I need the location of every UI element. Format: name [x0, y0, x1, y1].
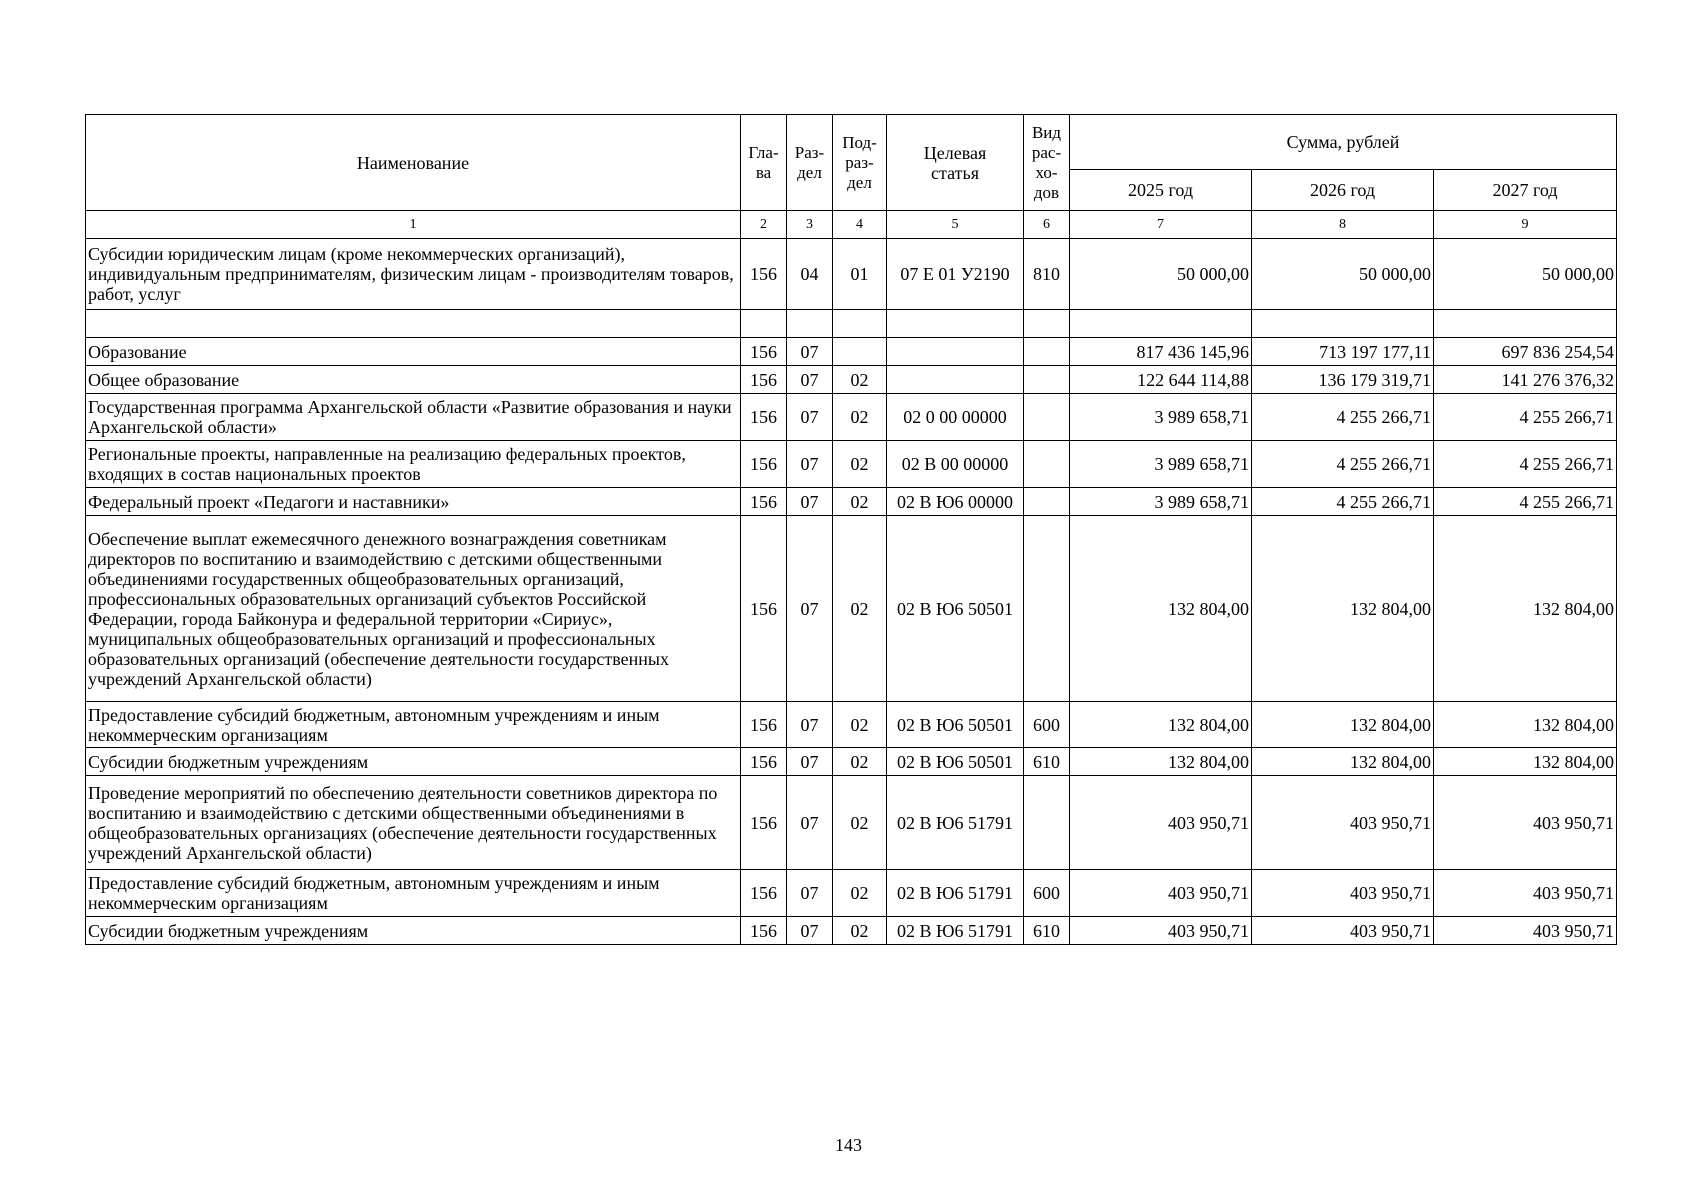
row-amount-2025: 50 000,00	[1070, 239, 1252, 310]
row-name: Федеральный проект «Педагоги и наставники»	[86, 488, 741, 516]
row-target: 02 В Ю6 51791	[887, 776, 1024, 870]
row-section: 07	[787, 870, 833, 917]
row-amount-2026: 403 950,71	[1252, 917, 1434, 945]
column-number: 2	[741, 211, 787, 239]
row-subsection: 01	[833, 239, 887, 310]
row-section: 07	[787, 338, 833, 366]
row-subsection	[833, 338, 887, 366]
column-number: 7	[1070, 211, 1252, 239]
row-target	[887, 366, 1024, 394]
row-chapter: 156	[741, 917, 787, 945]
row-expense-type: 610	[1024, 917, 1070, 945]
row-target: 02 В Ю6 50501	[887, 516, 1024, 702]
row-amount-2025: 132 804,00	[1070, 702, 1252, 748]
row-section: 04	[787, 239, 833, 310]
row-amount-2026: 132 804,00	[1252, 702, 1434, 748]
table-row	[86, 748, 1617, 776]
row-amount-2025	[1070, 310, 1252, 338]
row-amount-2027: 403 950,71	[1434, 870, 1617, 917]
row-amount-2026: 403 950,71	[1252, 776, 1434, 870]
column-number: 8	[1252, 211, 1434, 239]
row-amount-2027: 4 255 266,71	[1434, 394, 1617, 441]
row-amount-2027: 403 950,71	[1434, 917, 1617, 945]
column-number: 4	[833, 211, 887, 239]
row-section: 07	[787, 748, 833, 776]
row-chapter: 156	[741, 239, 787, 310]
header-row	[86, 115, 1617, 170]
row-amount-2027: 141 276 376,32	[1434, 366, 1617, 394]
row-name: Предоставление субсидий бюджетным, автономным учреждениям и иным некоммерческим организациям	[86, 870, 741, 917]
row-section: 07	[787, 394, 833, 441]
table-row	[86, 441, 1617, 488]
row-chapter: 156	[741, 488, 787, 516]
header-target: Целевая статья	[887, 115, 1024, 211]
table-row	[86, 338, 1617, 366]
table-row	[86, 870, 1617, 917]
row-amount-2027: 132 804,00	[1434, 748, 1617, 776]
table-row	[86, 776, 1617, 870]
row-name: Субсидии бюджетным учреждениям	[86, 917, 741, 945]
row-subsection: 02	[833, 702, 887, 748]
row-expense-type	[1024, 310, 1070, 338]
table-row	[86, 702, 1617, 748]
header-expense-type: Вид рас- хо- дов	[1024, 115, 1070, 211]
row-target	[887, 338, 1024, 366]
row-amount-2026: 713 197 177,11	[1252, 338, 1434, 366]
row-subsection: 02	[833, 776, 887, 870]
row-expense-type	[1024, 488, 1070, 516]
row-target: 02 В Ю6 51791	[887, 917, 1024, 945]
row-amount-2027: 4 255 266,71	[1434, 441, 1617, 488]
header-subsection: Под- раз- дел	[833, 115, 887, 211]
table-row	[86, 516, 1617, 702]
row-amount-2027	[1434, 310, 1617, 338]
row-amount-2026: 132 804,00	[1252, 748, 1434, 776]
row-expense-type: 600	[1024, 870, 1070, 917]
row-target: 02 В Ю6 00000	[887, 488, 1024, 516]
row-name: Образование	[86, 338, 741, 366]
row-amount-2025: 3 989 658,71	[1070, 441, 1252, 488]
row-amount-2027: 50 000,00	[1434, 239, 1617, 310]
row-amount-2026: 403 950,71	[1252, 870, 1434, 917]
row-section	[787, 310, 833, 338]
row-subsection	[833, 310, 887, 338]
row-name: Проведение мероприятий по обеспечению деятельности советников директора по воспитанию и взаимодействию с детскими общественными объединениями в общеобразовательных организациях (обеспечение деятельности государственных учреждений Архангельской области)	[86, 776, 741, 870]
row-section: 07	[787, 702, 833, 748]
table-row	[86, 394, 1617, 441]
header-name: Наименование	[86, 115, 741, 211]
row-chapter: 156	[741, 441, 787, 488]
row-amount-2025: 122 644 114,88	[1070, 366, 1252, 394]
row-name: Региональные проекты, направленные на реализацию федеральных проектов, входящих в состав национальных проектов	[86, 441, 741, 488]
row-target: 02 В Ю6 50501	[887, 748, 1024, 776]
column-number-row	[86, 211, 1617, 239]
row-section: 07	[787, 441, 833, 488]
row-expense-type: 610	[1024, 748, 1070, 776]
row-amount-2027: 4 255 266,71	[1434, 488, 1617, 516]
row-expense-type	[1024, 366, 1070, 394]
row-chapter: 156	[741, 338, 787, 366]
column-number: 5	[887, 211, 1024, 239]
table-row	[86, 239, 1617, 310]
table-row	[86, 917, 1617, 945]
row-chapter: 156	[741, 702, 787, 748]
row-chapter: 156	[741, 776, 787, 870]
row-subsection: 02	[833, 516, 887, 702]
row-chapter: 156	[741, 748, 787, 776]
row-amount-2025: 817 436 145,96	[1070, 338, 1252, 366]
header-year-2026: 2026 год	[1252, 170, 1434, 211]
row-amount-2025: 403 950,71	[1070, 917, 1252, 945]
row-chapter: 156	[741, 516, 787, 702]
row-subsection: 02	[833, 870, 887, 917]
budget-table	[85, 114, 1617, 945]
column-number: 6	[1024, 211, 1070, 239]
table-row	[86, 310, 1617, 338]
row-subsection: 02	[833, 917, 887, 945]
row-amount-2025: 132 804,00	[1070, 748, 1252, 776]
row-target: 02 В 00 00000	[887, 441, 1024, 488]
header-sum: Сумма, рублей	[1070, 115, 1617, 170]
row-amount-2025: 403 950,71	[1070, 870, 1252, 917]
header-section: Раз- дел	[787, 115, 833, 211]
row-amount-2026: 50 000,00	[1252, 239, 1434, 310]
row-section: 07	[787, 488, 833, 516]
table-row	[86, 488, 1617, 516]
column-number: 3	[787, 211, 833, 239]
row-name	[86, 310, 741, 338]
row-amount-2025: 3 989 658,71	[1070, 488, 1252, 516]
row-section: 07	[787, 917, 833, 945]
row-amount-2026: 136 179 319,71	[1252, 366, 1434, 394]
row-subsection: 02	[833, 488, 887, 516]
row-expense-type: 600	[1024, 702, 1070, 748]
row-amount-2027: 132 804,00	[1434, 516, 1617, 702]
row-name: Общее образование	[86, 366, 741, 394]
row-amount-2026: 4 255 266,71	[1252, 488, 1434, 516]
row-amount-2026: 4 255 266,71	[1252, 394, 1434, 441]
row-amount-2027: 697 836 254,54	[1434, 338, 1617, 366]
row-name: Предоставление субсидий бюджетным, автономным учреждениям и иным некоммерческим организациям	[86, 702, 741, 748]
row-amount-2027: 403 950,71	[1434, 776, 1617, 870]
row-subsection: 02	[833, 748, 887, 776]
row-target	[887, 310, 1024, 338]
row-amount-2026	[1252, 310, 1434, 338]
header-year-2027: 2027 год	[1434, 170, 1617, 211]
row-amount-2027: 132 804,00	[1434, 702, 1617, 748]
row-subsection: 02	[833, 394, 887, 441]
row-amount-2026: 4 255 266,71	[1252, 441, 1434, 488]
row-subsection: 02	[833, 441, 887, 488]
row-subsection: 02	[833, 366, 887, 394]
row-amount-2025: 3 989 658,71	[1070, 394, 1252, 441]
row-name: Государственная программа Архангельской области «Развитие образования и науки Архангельской области»	[86, 394, 741, 441]
row-amount-2026: 132 804,00	[1252, 516, 1434, 702]
row-target: 02 В Ю6 50501	[887, 702, 1024, 748]
row-target: 07 Е 01 У2190	[887, 239, 1024, 310]
row-name: Обеспечение выплат ежемесячного денежного вознаграждения советникам директоров по воспитанию и взаимодействию с детскими общественными объединениями государственных общеобразовательных организаций, профессиональных образовательных организаций субъектов Российской Федерации, города Байконура и федеральной территории «Сириус», муниципальных общеобразовательных организаций и профессиональных образовательных организаций (обеспечение деятельности государственных учреждений Архангельской области)	[86, 516, 741, 702]
row-name: Субсидии юридическим лицам (кроме некоммерческих организаций), индивидуальным предпринимателям, физическим лицам - производителям товаров, работ, услуг	[86, 239, 741, 310]
row-chapter: 156	[741, 366, 787, 394]
row-expense-type	[1024, 776, 1070, 870]
header-chapter: Гла- ва	[741, 115, 787, 211]
row-expense-type	[1024, 516, 1070, 702]
row-amount-2025: 132 804,00	[1070, 516, 1252, 702]
table-row	[86, 366, 1617, 394]
header-year-2025: 2025 год	[1070, 170, 1252, 211]
row-name: Субсидии бюджетным учреждениям	[86, 748, 741, 776]
column-number: 1	[86, 211, 741, 239]
row-section: 07	[787, 366, 833, 394]
row-section: 07	[787, 516, 833, 702]
row-expense-type: 810	[1024, 239, 1070, 310]
row-expense-type	[1024, 338, 1070, 366]
row-target: 02 В Ю6 51791	[887, 870, 1024, 917]
page-number: 143	[835, 1135, 862, 1155]
row-section: 07	[787, 776, 833, 870]
row-chapter: 156	[741, 870, 787, 917]
row-chapter	[741, 310, 787, 338]
table-body	[86, 239, 1617, 945]
column-number: 9	[1434, 211, 1617, 239]
row-chapter: 156	[741, 394, 787, 441]
row-amount-2025: 403 950,71	[1070, 776, 1252, 870]
row-expense-type	[1024, 394, 1070, 441]
row-expense-type	[1024, 441, 1070, 488]
row-target: 02 0 00 00000	[887, 394, 1024, 441]
